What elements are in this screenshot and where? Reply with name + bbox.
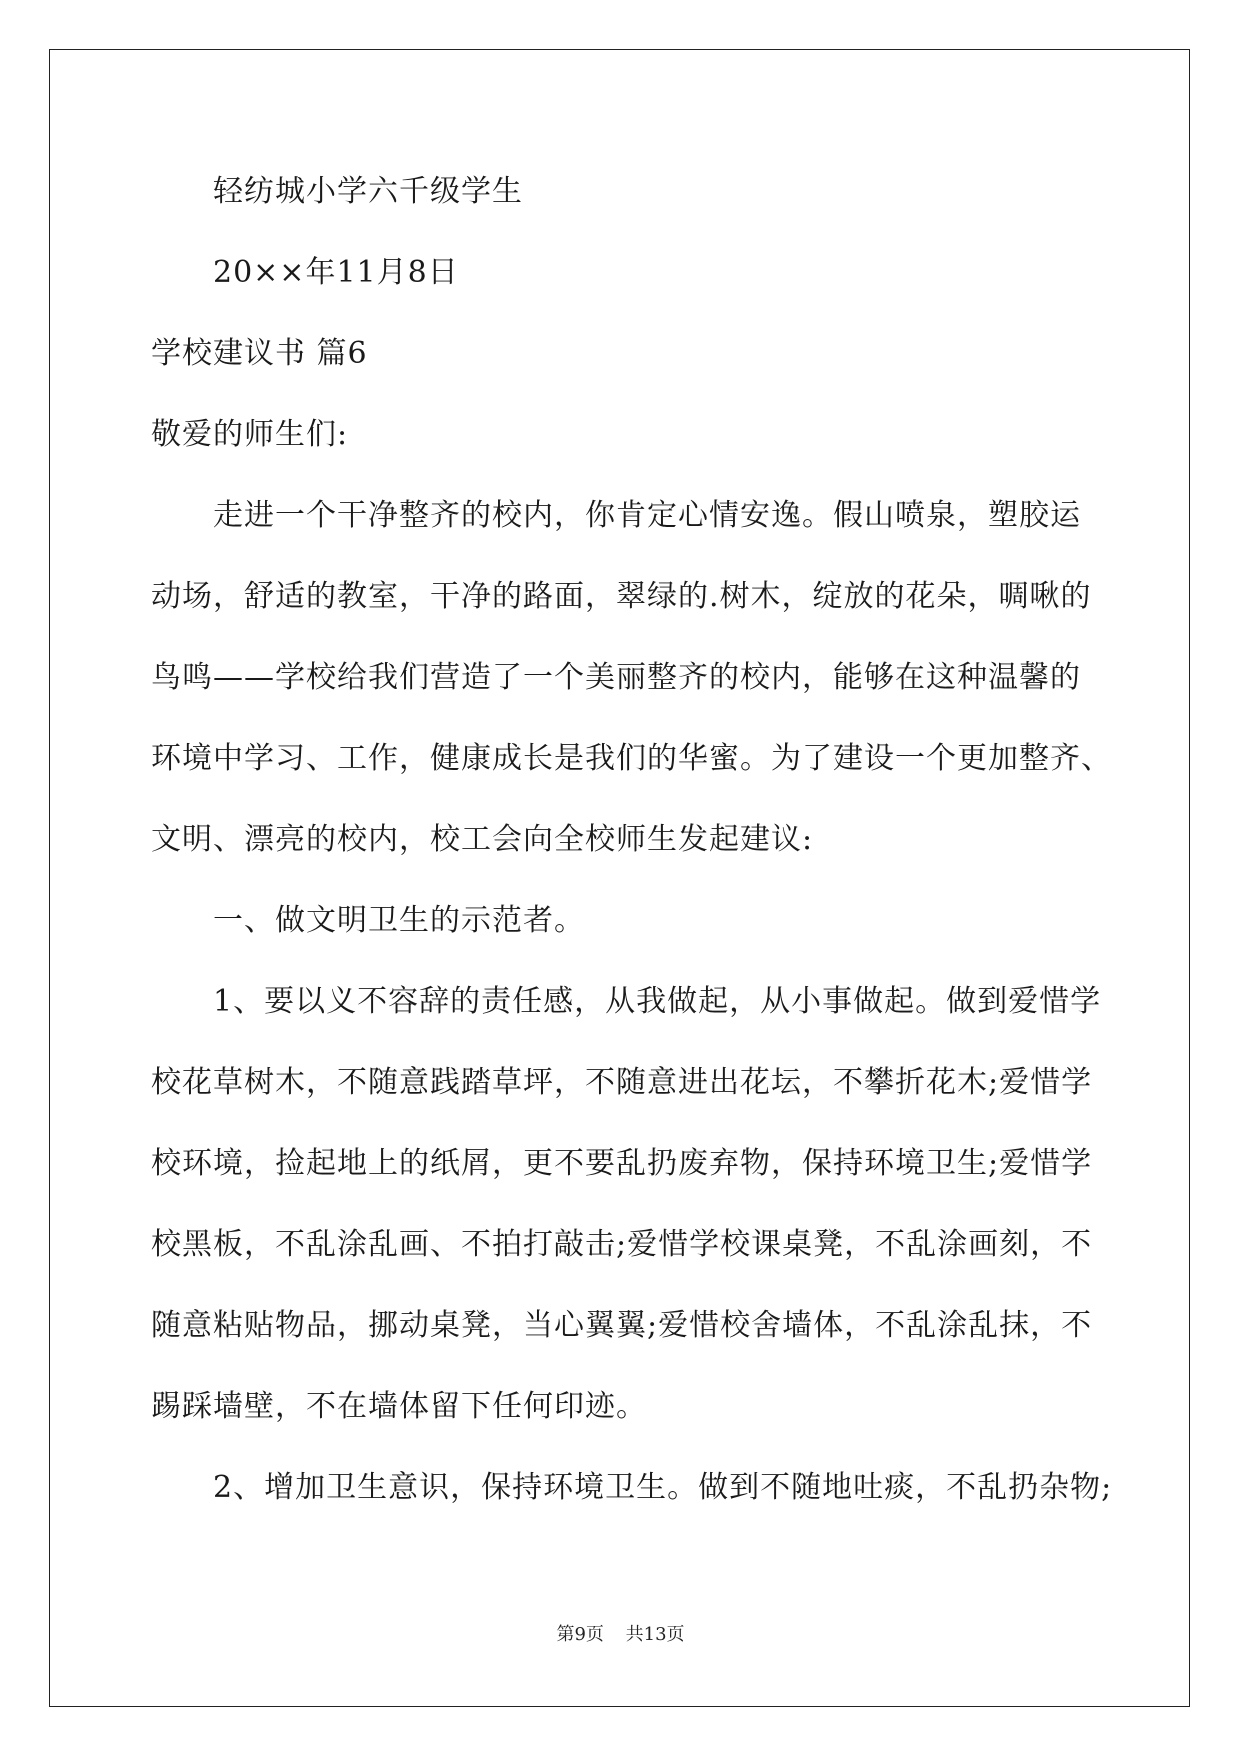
paragraph-line: 随意粘贴物品，挪动桌凳，当心翼翼;爱惜校舍墙体，不乱涂乱抹，不 [151, 1308, 1093, 1343]
signature-date: 20××年11月8日 [213, 255, 459, 290]
paragraph-line: 踢踩墙壁，不在墙体留下任何印迹。 [151, 1389, 647, 1424]
salutation: 敬爱的师生们: [151, 417, 349, 452]
paragraph-line: 校花草树木，不随意践踏草坪，不随意进出花坛，不攀折花木;爱惜学 [151, 1065, 1093, 1100]
paragraph-line: 走进一个干净整齐的校内，你肯定心情安逸。假山喷泉，塑胶运 [213, 498, 1081, 533]
page-border [49, 49, 1190, 1707]
paragraph-line: 文明、漂亮的校内，校工会向全校师生发起建议: [151, 822, 814, 857]
page-total: 共13页 [625, 1624, 685, 1645]
list-heading: 一、做文明卫生的示范者。 [213, 903, 585, 938]
paragraph-line: 动场，舒适的教室，干净的路面，翠绿的.树木，绽放的花朵，啁啾的 [151, 579, 1092, 614]
paragraph-line: 1、要以义不容辞的责任感，从我做起，从小事做起。做到爱惜学 [213, 984, 1102, 1019]
paragraph-line: 环境中学习、工作，健康成长是我们的华蜜。为了建设一个更加整齐、 [151, 741, 1112, 776]
page-number: 第9页 [556, 1624, 604, 1645]
signature-org: 轻纺城小学六千级学生 [213, 174, 523, 209]
paragraph-line: 校环境，捡起地上的纸屑，更不要乱扔废弃物，保持环境卫生;爱惜学 [151, 1146, 1093, 1181]
paragraph-line: 校黑板，不乱涂乱画、不拍打敲击;爱惜学校课桌凳，不乱涂画刻，不 [151, 1227, 1093, 1262]
page-footer [0, 1624, 1241, 1646]
paragraph-line: 2、增加卫生意识，保持环境卫生。做到不随地吐痰，不乱扔杂物; [213, 1470, 1113, 1505]
section-heading: 学校建议书 篇6 [151, 336, 368, 371]
paragraph-line: 鸟鸣——学校给我们营造了一个美丽整齐的校内，能够在这种温馨的 [151, 660, 1081, 695]
